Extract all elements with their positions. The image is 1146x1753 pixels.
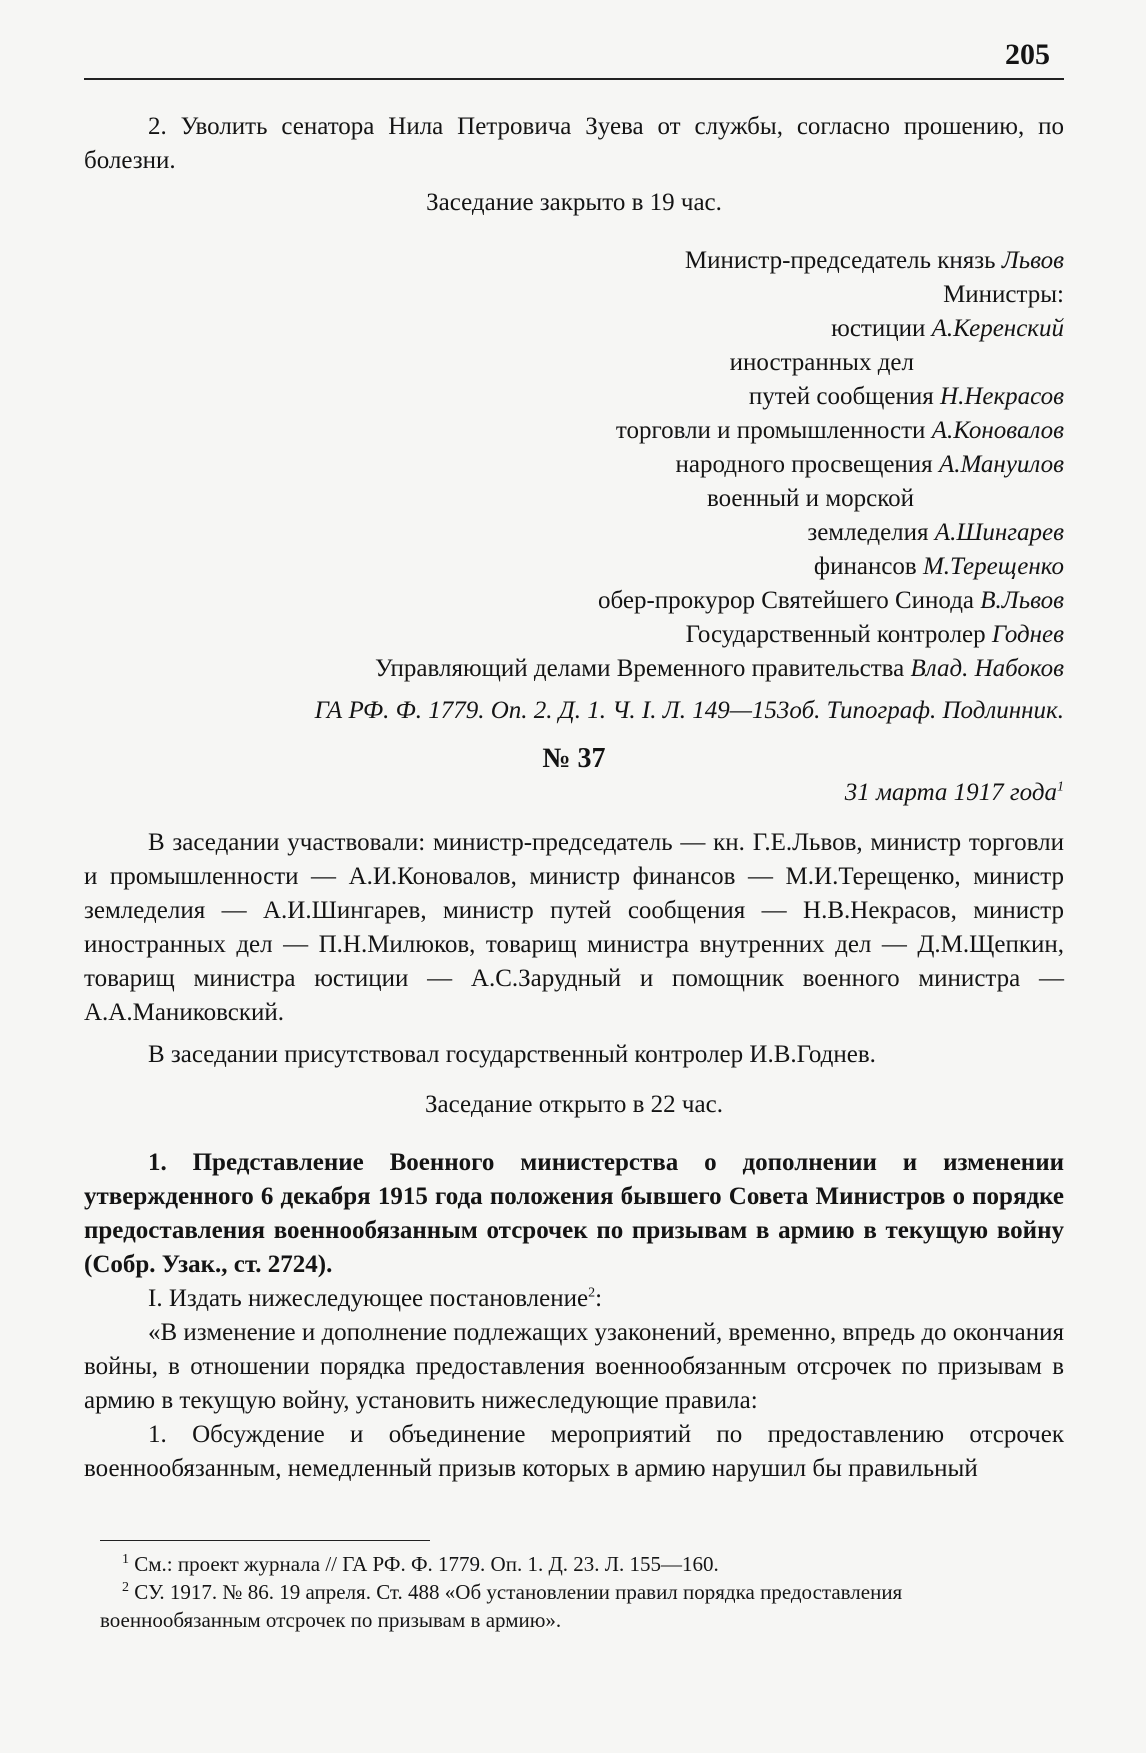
- rule-1: 1. Обсуждение и объединение мероприятий по предоставлению отсрочек военнообязанным, немедленный призыв которых в армию нарушил бы правильный: [84, 1421, 1064, 1482]
- archive-reference: ГА РФ. Ф. 1779. Оп. 2. Д. 1. Ч. I. Л. 149—153об. Типограф. Подлинник.: [314, 697, 1064, 724]
- participants-paragraph: В заседании участвовали: министр-председатель — кн. Г.Е.Львов, министр торговли и промышленности — А.И.Коновалов, министр финансов — М.И.Терещенко, министр земледелия — А.И.Шингарев, министр путей сообщения — Н.В.Некрасов, министр иностранных дел — П.Н.Милюков, товарищ министра внутренних дел — Д.М.Щепкин, товарищ министра юстиции — А.С.Зарудный и помощник военного министра — А.А.Маниковский.: [84, 829, 1064, 1026]
- present-paragraph: В заседании присутствовал государственный контролер И.В.Годнев.: [148, 1041, 876, 1068]
- signature-line: Министры:: [943, 281, 1064, 308]
- signature-line: Управляющий делами Временного правительства Влад. Набоков: [375, 655, 1064, 682]
- signature-block: [84, 244, 1064, 686]
- signature-line: торговли и промышленности А.Коновалов: [615, 417, 1064, 444]
- footnote-ref: 2: [588, 1285, 596, 1301]
- paragraph-item-2: 2. Уволить сенатора Нила Петровича Зуева от службы, согласно прошению, по болезни.: [84, 113, 1064, 174]
- resolution-text: «В изменение и дополнение подлежащих узаконений, временно, впредь до окончания войны, в отношении порядка предоставления военнообязанным отсрочек по призывам в армию в текущую войну, установить нижеследующие правила:: [84, 1319, 1064, 1414]
- footnote: $^2$ СУ. 1917. № 86. 19 апреля. Ст. 488 «Об установлении правил порядка предоставления военнообязанным отсрочек по призывам в армию».: [100, 1580, 903, 1632]
- closing-time: Заседание закрыто в 19 час.: [426, 189, 722, 216]
- signature-line: обер-прокурор Святейшего Синода В.Львов: [597, 587, 1064, 614]
- opening-time: Заседание открыто в 22 час.: [425, 1091, 723, 1118]
- signature-line: Министр-председатель князь Львов: [684, 247, 1064, 274]
- header-rule: [84, 78, 1064, 80]
- signature-line: финансов М.Терещенко: [813, 553, 1064, 580]
- page-body: [84, 110, 1064, 1486]
- footnotes: [100, 1550, 1064, 1634]
- signature-line: военный и морской: [706, 485, 914, 512]
- signature-line: путей сообщения Н.Некрасов: [748, 383, 1064, 410]
- footnote-rule: [100, 1540, 430, 1541]
- agenda-item-1: 1. Представление Военного министерства о дополнении и изменении утвержденного 6 декабря 1915 года положения бывшего Совета Министров о порядке предоставления военнообязанным отсрочек по призывам в армию в текущую войну (Собр. Узак., ст. 2724).: [84, 1149, 1064, 1278]
- document-number: № 37: [542, 743, 606, 774]
- page-number: 205: [1005, 38, 1050, 71]
- footnote: $^1$ См.: проект журнала // ГА РФ. Ф. 1779. Оп. 1. Д. 23. Л. 155—160.: [122, 1552, 719, 1576]
- footnote-ref: 1: [1057, 779, 1064, 795]
- signature-line: юстиции А.Керенский: [831, 315, 1064, 342]
- signature-line: иностранных дел: [729, 349, 914, 376]
- signature-line: земледелия А.Шингарев: [807, 519, 1064, 546]
- document-date: 31 марта 1917 года$^1$: [844, 779, 1064, 806]
- signature-line: Государственный контролер Годнев: [685, 621, 1064, 648]
- resolution-intro: I. Издать нижеследующее постановление$^2$:: [148, 1285, 603, 1312]
- signature-line: народного просвещения А.Мануилов: [675, 451, 1064, 478]
